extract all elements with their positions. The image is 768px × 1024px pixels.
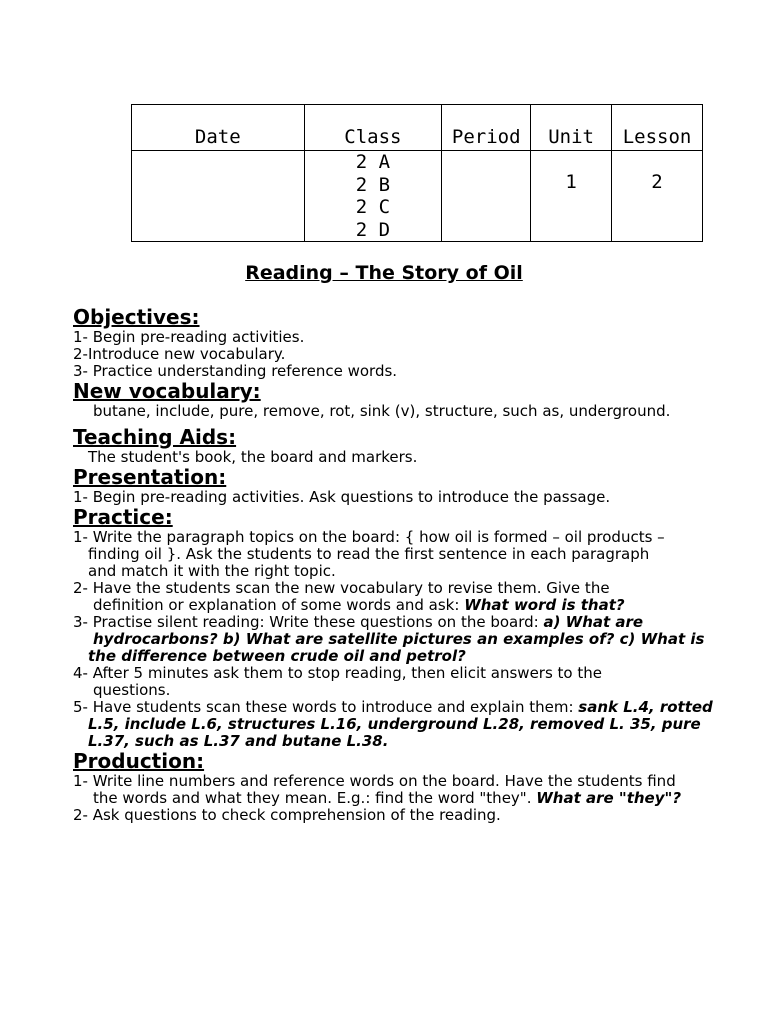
objectives-heading: Objectives: [73, 305, 200, 329]
teaching-aids-heading: Teaching Aids: [73, 425, 237, 449]
production-text: the words and what they mean. E.g.: find the word "they". [93, 789, 537, 807]
header-unit: Unit [531, 105, 612, 151]
presentation-text: 1- Begin pre-reading activities. Ask questions to introduce the passage. [73, 488, 611, 506]
class-cell [304, 151, 442, 242]
production-line [73, 790, 713, 807]
unit-cell: 1 [531, 151, 612, 242]
vocabulary-heading: New vocabulary: [73, 379, 261, 403]
page-title: Reading – The Story of Oil [245, 262, 523, 284]
table-header-row [132, 105, 703, 151]
table-row [132, 151, 703, 242]
practice-word-list: sank L.4, rotted L.5, include L.6, structures L.16, underground L.28, removed L. 35, pure L.37, such as L.37 and butane L.38. [88, 698, 713, 750]
class-item: 2 C [355, 196, 391, 218]
header-date: Date [132, 105, 305, 151]
lesson-content [73, 306, 713, 824]
header-lesson: Lesson [612, 105, 703, 151]
teaching-aids-text: The student's book, the board and markers. [88, 448, 418, 466]
practice-line: and match it with the right topic. [88, 562, 336, 580]
production-line: 1- Write line numbers and reference words on the board. Have the students find [73, 772, 676, 790]
presentation-heading: Presentation: [73, 465, 227, 489]
objective-item: 1- Begin pre-reading activities. [73, 328, 305, 346]
period-cell [442, 151, 531, 242]
class-item: 2 D [355, 218, 391, 241]
practice-text: 5- Have students scan these words to introduce and explain them: [73, 698, 579, 716]
lesson-cell: 2 [612, 151, 703, 242]
header-period: Period [442, 105, 531, 151]
production-line: 2- Ask questions to check comprehension of the reading. [73, 806, 501, 824]
practice-line: finding oil }. Ask the students to read the first sentence in each paragraph [88, 545, 650, 563]
practice-question: What word is that? [464, 596, 625, 614]
practice-line: 2- Have the students scan the new vocabulary to revise them. Give the [73, 579, 610, 597]
practice-question: the difference between crude oil and petrol? [88, 647, 466, 665]
practice-text: 3- Practise silent reading: Write these questions on the board: [73, 613, 544, 631]
practice-text: definition or explanation of some words and ask: [93, 596, 465, 614]
date-cell [132, 151, 305, 242]
practice-item-3 [73, 614, 713, 648]
practice-questions: a) What are hydrocarbons? b) What are satellite pictures an examples of? c) What is [93, 613, 705, 648]
vocabulary-text: butane, include, pure, remove, rot, sink (v), structure, such as, underground. [93, 402, 671, 420]
production-question: What are "they"? [536, 789, 682, 807]
objective-item: 2-Introduce new vocabulary. [73, 345, 286, 363]
production-heading: Production: [73, 749, 205, 773]
practice-line: questions. [93, 681, 171, 699]
practice-line [73, 597, 713, 614]
practice-line: 4- After 5 minutes ask them to stop reading, then elicit answers to the [73, 664, 602, 682]
lesson-info-table [131, 104, 703, 242]
practice-heading: Practice: [73, 505, 173, 529]
practice-item-5 [73, 699, 713, 750]
header-class: Class [304, 105, 442, 151]
objective-item: 3- Practice understanding reference words. [73, 362, 398, 380]
class-item: 2 A [355, 151, 391, 173]
practice-line: 1- Write the paragraph topics on the board: { how oil is formed – oil products – [73, 528, 665, 546]
class-item: 2 B [355, 173, 391, 196]
